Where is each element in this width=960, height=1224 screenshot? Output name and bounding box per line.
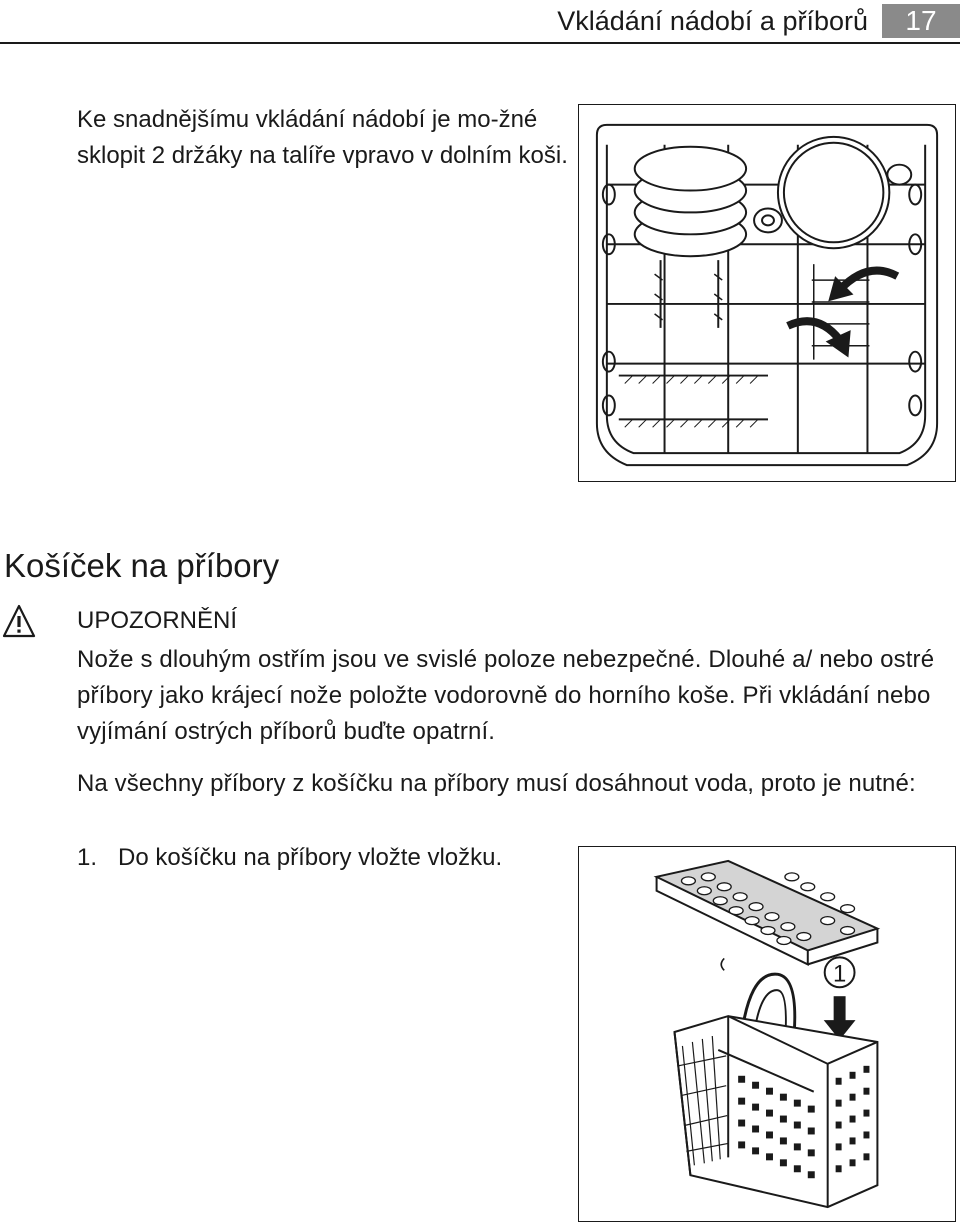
page-number-badge: 17 <box>882 4 960 38</box>
header-title: Vkládání nádobí a příborů <box>557 6 868 36</box>
step-number: 1. <box>77 844 98 871</box>
lower-basket-illustration <box>578 104 956 482</box>
warning-label: UPOZORNĚNÍ <box>77 607 238 634</box>
warning-text: Nože s dlouhým ostřím jsou ve svislé poloze nebezpečné. Dlouhé a/ nebo ostré příbory jako krájecí nože položte vodorovně do horního koše. Při vkládání nebo vyjímání ostrých příborů buďte opatrní. <box>77 646 935 745</box>
intro-paragraph: Ke snadnějšímu vkládání nádobí je mo-žné sklopit 2 držáky na talíře vpravo v dolním koši. <box>77 106 568 169</box>
figure-callout-number: 1 <box>832 960 847 988</box>
step-text: Do košíčku na příbory vložte vložku. <box>118 844 503 871</box>
header-divider <box>0 42 960 44</box>
cutlery-basket-illustration <box>578 846 956 1222</box>
warning-triangle-icon <box>2 603 36 639</box>
body-paragraph: Na všechny příbory z košíčku na příbory musí dosáhnout voda, proto je nutné: <box>77 770 916 797</box>
section-title: Košíček na příbory <box>4 547 280 584</box>
